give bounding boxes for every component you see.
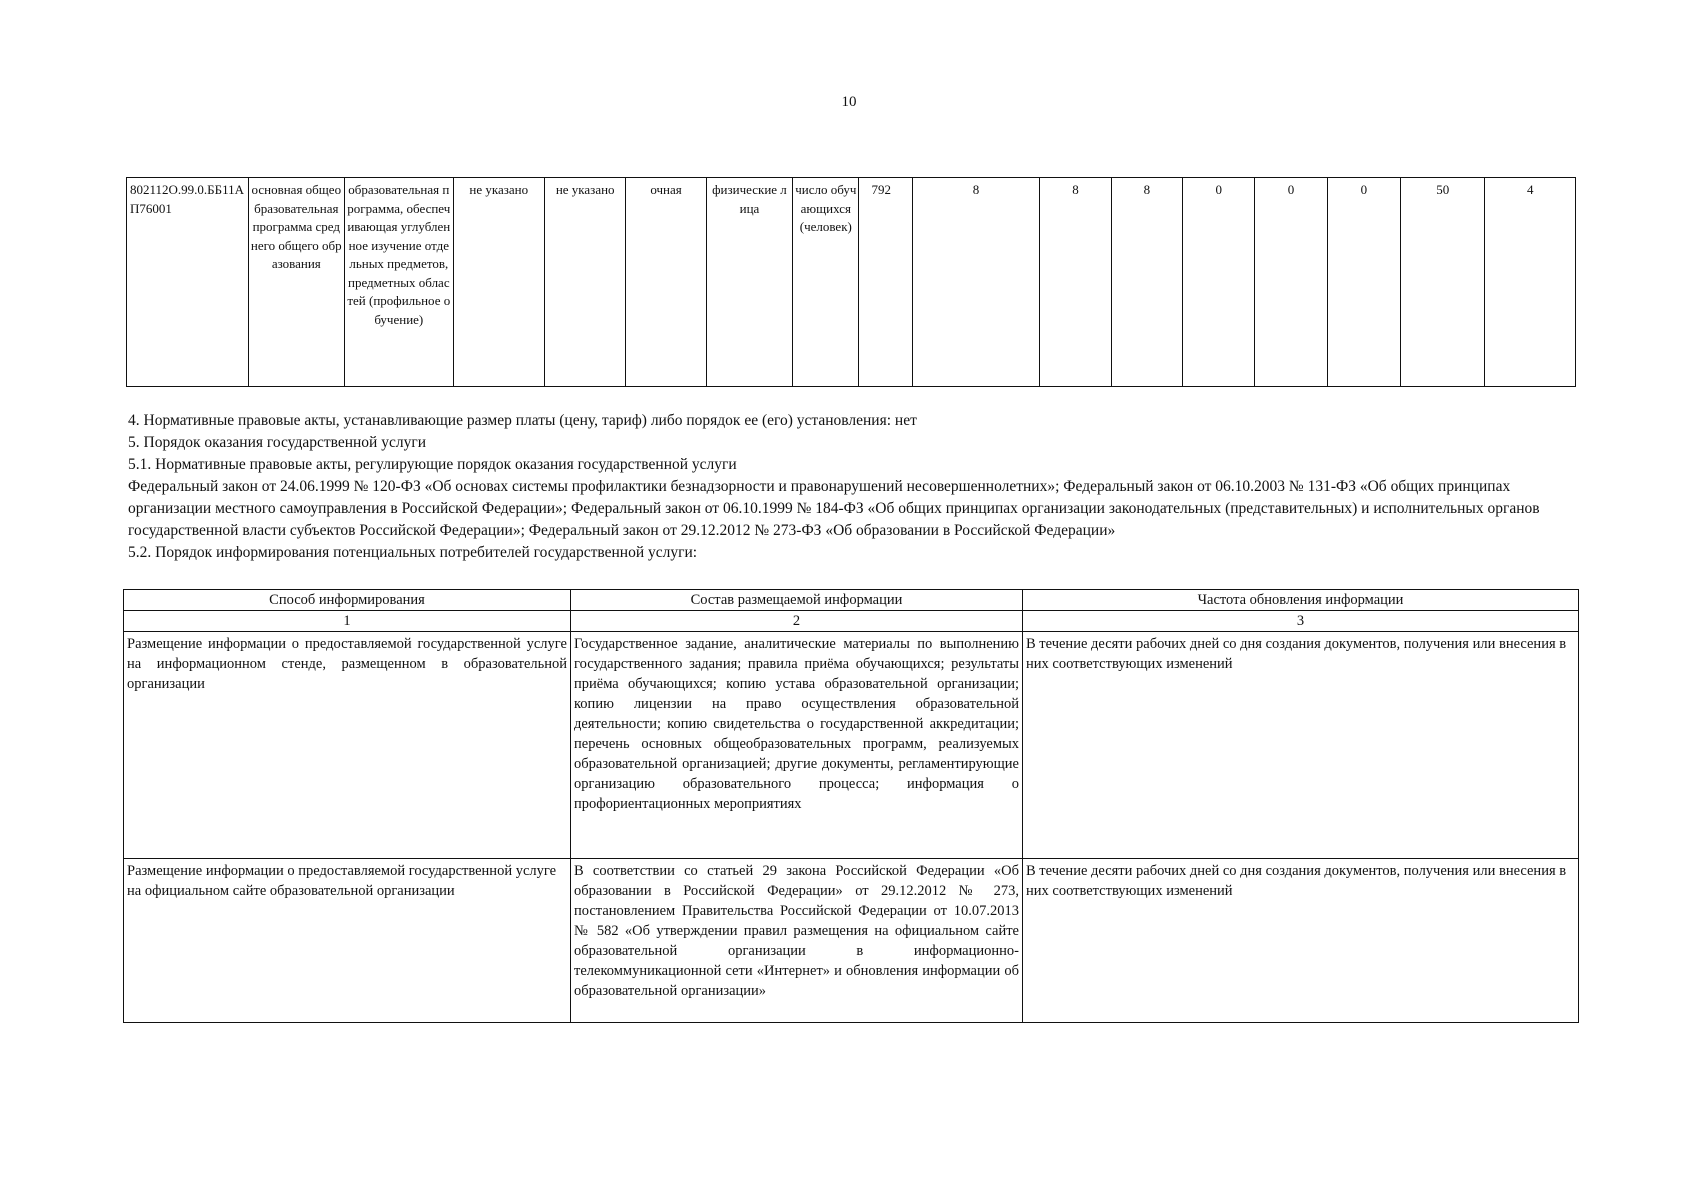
- program-cell: основная общеобразовательная программа среднего общего образования: [248, 178, 344, 387]
- table-row: [124, 859, 1579, 1023]
- value-cell: 0: [1255, 178, 1327, 387]
- column-number: 1: [124, 611, 571, 632]
- method-cell: Размещение информации о предоставляемой государственной услуге на официальном сайте образовательной организации: [124, 859, 571, 1023]
- value-cell: 4: [1485, 178, 1576, 387]
- column-header: Частота обновления информации: [1023, 590, 1579, 611]
- document-text: [128, 410, 1578, 564]
- table-row: [124, 632, 1579, 859]
- form-cell: очная: [626, 178, 706, 387]
- frequency-cell: В течение десяти рабочих дней со дня создания документов, получения или внесения в них соответствующих изменений: [1023, 859, 1579, 1023]
- category-cell-2: не указано: [544, 178, 625, 387]
- page-number: 10: [841, 94, 857, 110]
- column-header: Состав размещаемой информации: [571, 590, 1023, 611]
- okei-code-cell: 792: [859, 178, 912, 387]
- method-cell: Размещение информации о предоставляемой государственной услуге на информационном стенде, размещенном в образовательной организации: [124, 632, 571, 859]
- column-header: Способ информирования: [124, 590, 571, 611]
- registry-code-cell: 802112О.99.0.ББ11АП76001: [127, 178, 249, 387]
- service-row: [127, 178, 1576, 387]
- program-type-cell: образовательная программа, обеспечивающая углубленное изучение отдельных предметов, предметных областей (профильное обучение): [345, 178, 454, 387]
- section-5: 5. Порядок оказания государственной услуги: [128, 434, 426, 451]
- section-4: 4. Нормативные правовые акты, устанавливающие размер платы (цену, тариф) либо порядок ее (его) установления: нет: [128, 412, 917, 429]
- consumers-cell: физические лица: [706, 178, 792, 387]
- indicator-cell: число обучающихся (человек): [793, 178, 859, 387]
- section-5-1: 5.1. Нормативные правовые акты, регулирующие порядок оказания государственной услуги: [128, 456, 737, 473]
- laws-paragraph: Федеральный закон от 24.06.1999 № 120-ФЗ «Об основах системы профилактики безнадзорности и правонарушений несовершеннолетних»; Федеральный закон от 06.10.2003 № 131-ФЗ «Об общих принципах организации местного самоуправления в Российской Федерации»; Федеральный закон от 06.10.1999 № 184-ФЗ «Об общих принципах организации законодательных (представительных) и исполнительных органов государственной власти субъектов Российской Федерации»; Федеральный закон от 29.12.2012 № 273-ФЗ «Об образовании в Российской Федерации»: [128, 478, 1540, 539]
- column-number: 3: [1023, 611, 1579, 632]
- category-cell: не указано: [453, 178, 544, 387]
- value-cell: 50: [1401, 178, 1485, 387]
- number-row: [124, 611, 1579, 632]
- value-cell: 8: [1040, 178, 1111, 387]
- value-cell: 0: [1183, 178, 1255, 387]
- value-cell: 0: [1327, 178, 1400, 387]
- column-number: 2: [571, 611, 1023, 632]
- value-cell: 8: [912, 178, 1040, 387]
- section-5-2: 5.2. Порядок информирования потенциальных потребителей государственной услуги:: [128, 544, 698, 561]
- content-cell: Государственное задание, аналитические материалы по выполнению государственного задания; правила приёма обучающихся; результаты приёма обучающихся; копию устава образовательной организации; копию лицензии на право осуществления образовательной деятельности; копию свидетельства о государственной аккредитации; перечень основных общеобразовательных программ, реализуемых образовательной организацией; другие документы, регламентирующие организацию образовательного процесса; информация о профориентационных мероприятиях: [571, 632, 1023, 859]
- informing-table: [123, 589, 1579, 1023]
- content-cell: В соответствии со статьей 29 закона Российской Федерации «Об образовании в Российской Федерации» от 29.12.2012 № 273, постановлением Правительства Российской Федерации от 10.07.2013 № 582 «Об утверждении правил размещения на официальном сайте образовательной организации в информационно-телекоммуникационной сети «Интернет» и обновления информации об образовательной организации»: [571, 859, 1023, 1023]
- service-volume-table: [126, 177, 1576, 387]
- frequency-cell: В течение десяти рабочих дней со дня создания документов, получения или внесения в них соответствующих изменений: [1023, 632, 1579, 859]
- header-row: [124, 590, 1579, 611]
- value-cell: 8: [1111, 178, 1182, 387]
